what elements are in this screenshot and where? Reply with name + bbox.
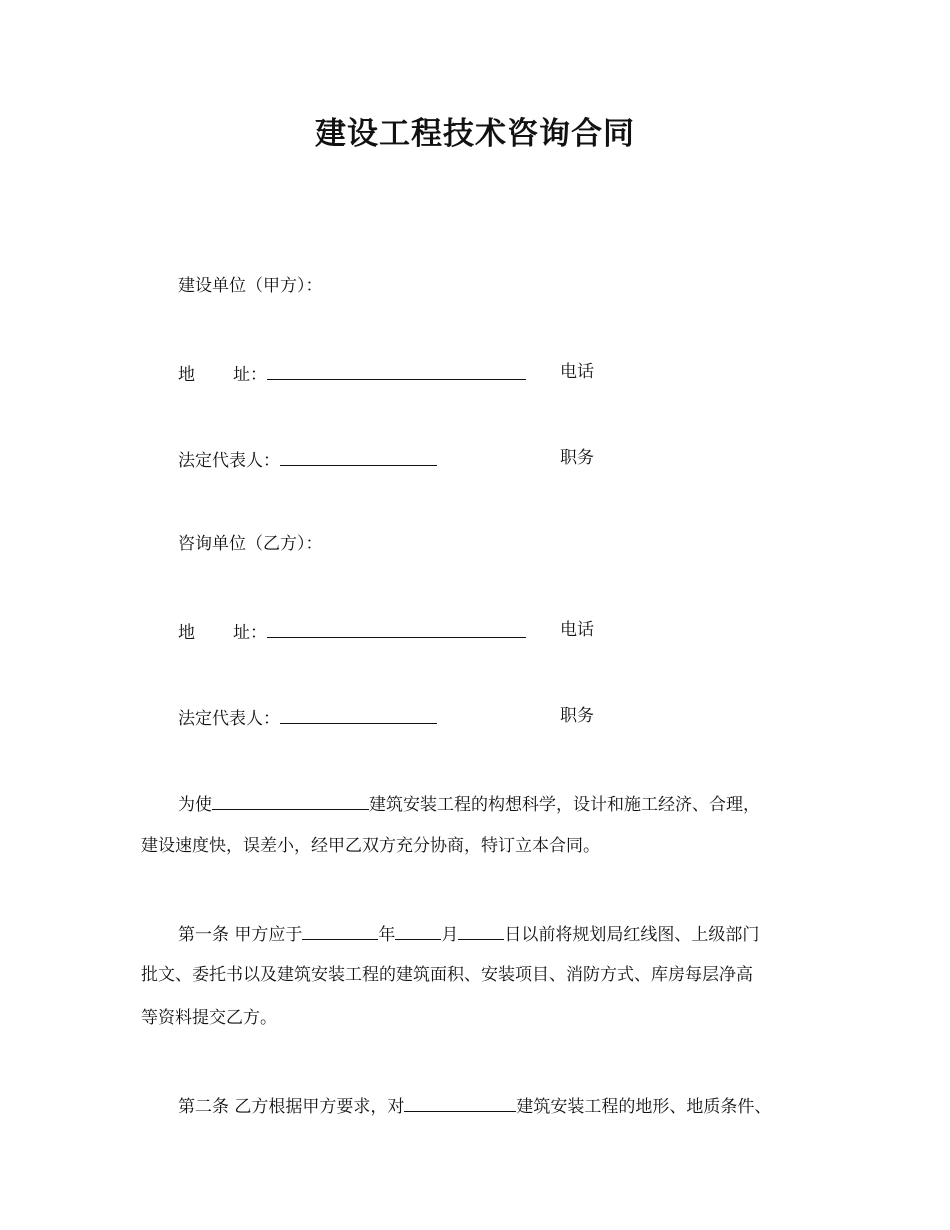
day-blank[interactable]	[458, 919, 504, 940]
party-b-address-blank[interactable]	[267, 617, 526, 638]
document-title: 建设工程技术咨询合同	[315, 116, 635, 152]
address-label-char2: 址：	[233, 623, 267, 643]
preamble-text-b: 建筑安装工程的构想科学，设计和施工经济、合理，	[369, 795, 760, 815]
article-1-line-2: 批文、委托书以及建筑安装工程的建筑面积、安装项目、消防方式、库房每层净高	[141, 965, 753, 985]
party-a-address-blank[interactable]	[267, 359, 526, 380]
preamble-text-a: 为使	[178, 795, 212, 815]
party-a-phone-label: 电话	[560, 362, 594, 382]
party-a-address-row	[178, 359, 526, 388]
article-2-text-b: 建筑安装工程的地形、地质条件、	[516, 1097, 772, 1117]
month-label: 月	[441, 925, 459, 945]
year-label: 年	[378, 925, 396, 945]
year-blank[interactable]	[302, 919, 378, 940]
party-b-address-row	[178, 617, 526, 646]
article-2-text-a: 第二条 乙方根据甲方要求，对	[178, 1097, 405, 1117]
party-a-position-label: 职务	[560, 448, 594, 468]
article-1-line-1	[178, 919, 759, 948]
article-1-text-b: 日以前将规划局红线图、上级部门	[504, 925, 760, 945]
rep-label: 法定代表人：	[178, 451, 280, 471]
article-2-project-blank[interactable]	[404, 1091, 516, 1112]
preamble-line-2: 建设速度快，误差小，经甲乙双方充分协商，特订立本合同。	[141, 836, 600, 856]
month-blank[interactable]	[395, 919, 441, 940]
party-b-heading: 咨询单位（乙方）：	[178, 534, 323, 554]
party-a-rep-row	[178, 445, 437, 474]
project-name-blank[interactable]	[212, 789, 369, 810]
party-b-rep-row	[178, 703, 437, 732]
party-b-position-label: 职务	[560, 706, 594, 726]
rep-label: 法定代表人：	[178, 709, 280, 729]
article-1-line-3: 等资料提交乙方。	[141, 1008, 277, 1028]
party-b-phone-label: 电话	[560, 620, 594, 640]
address-label-char1: 地	[178, 365, 195, 385]
article-2-line-1	[178, 1091, 771, 1120]
party-a-heading: 建设单位（甲方）：	[178, 276, 323, 296]
address-label-char1: 地	[178, 623, 195, 643]
preamble-line-1	[178, 789, 760, 818]
party-b-rep-blank[interactable]	[280, 703, 437, 724]
party-a-rep-blank[interactable]	[280, 445, 437, 466]
article-1-text-a: 第一条 甲方应于	[178, 925, 303, 945]
address-label-char2: 址：	[233, 365, 267, 385]
